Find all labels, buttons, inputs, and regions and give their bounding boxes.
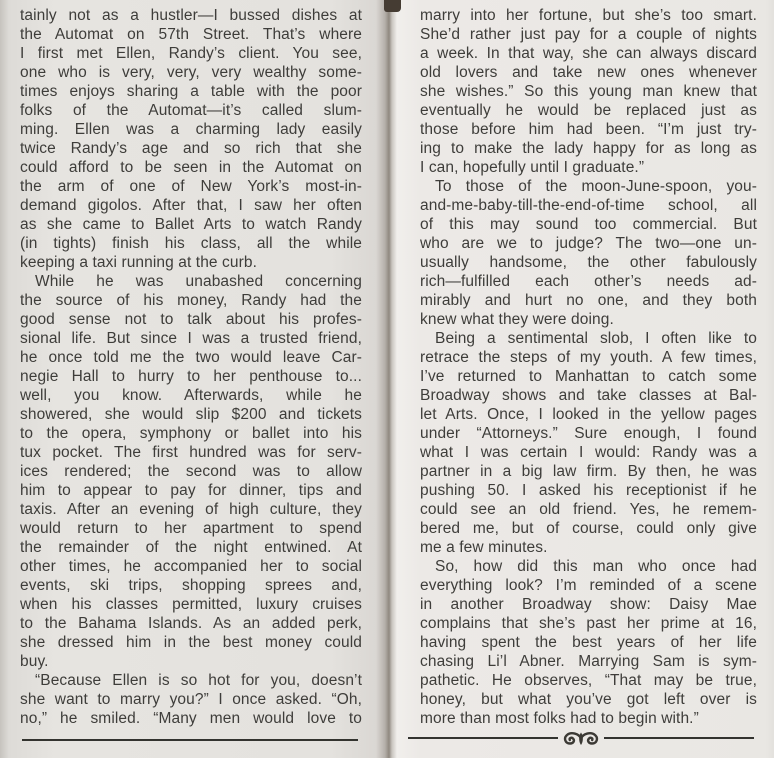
text-line: events, ski trips, shopping sprees and,	[20, 577, 362, 594]
text-line: negie Hall to hurry to her penthouse to...	[20, 368, 362, 385]
right-column-end-rule	[408, 729, 754, 747]
text-line: Being a sentimental slob, I often like to	[435, 330, 757, 347]
text-line: showered, she would slip $200 and tickets	[20, 406, 362, 423]
paragraph	[20, 272, 362, 671]
text-line: good sense not to talk about his profes-	[20, 311, 362, 328]
text-line: those before him had been. “I’m just try-	[420, 121, 757, 138]
text-line: twice Randy’s age and so rich that she	[20, 140, 362, 157]
text-line: he once told me the two would leave Car-	[20, 349, 362, 366]
text-line: ing to make the lady happy for as long as	[420, 140, 757, 157]
text-line: pushing 50. I asked his receptionist if he	[420, 482, 757, 499]
text-line: I first met Ellen, Randy’s client. You see,	[20, 45, 362, 62]
left-column-end-rule	[22, 739, 358, 741]
page-gutter-notch	[384, 0, 401, 12]
text-line: complains that she’s past her prime at 16,	[420, 615, 757, 632]
text-line: the arm of one of New York’s most-in-	[20, 178, 362, 195]
text-line: demand gigolos. After that, I saw her often	[20, 197, 362, 214]
text-line: a week. In that way, she can always discard	[420, 45, 757, 62]
text-line: keeping a taxi running at the curb.	[20, 254, 258, 271]
text-line: retrace the steps of my youth. A few times,	[420, 349, 757, 366]
text-line: under “Attorneys.” Sure enough, I found	[420, 425, 757, 442]
text-line: To those of the moon-June-spoon, you-	[435, 178, 757, 195]
text-line: what I was certain I would: Randy was a	[420, 444, 757, 461]
text-line: when his classes permitted, luxury cruises	[20, 596, 362, 613]
text-line: could see an old friend. Yes, he remem-	[420, 501, 757, 518]
text-line: marry into her fortune, but she’s too smart.	[420, 7, 757, 24]
text-line: buy.	[20, 653, 49, 670]
paragraph	[20, 6, 362, 272]
text-line: other times, he accompanied her to social	[20, 558, 362, 575]
text-line: him to appear to pay for dinner, tips and	[20, 482, 362, 499]
text-line: tux pocket. The first hundred was for serv-	[20, 444, 362, 461]
text-line: eventually he would be replaced just as	[420, 102, 757, 119]
rule-segment	[604, 737, 754, 739]
text-line: “Because Ellen is so hot for you, doesn’t	[35, 672, 362, 689]
text-line: she want to marry you?” I once asked. “Oh,	[20, 691, 362, 708]
text-line: She’d rather just pay for a couple of nights	[420, 26, 757, 43]
text-line: could afford to be seen in the Automat on	[20, 159, 362, 176]
text-line: tainly not as a hustler—I bussed dishes at	[20, 7, 362, 24]
text-line: taxis. After an evening of high culture, they	[20, 501, 362, 518]
text-line: and-me-baby-till-the-end-of-time school, all	[420, 197, 757, 214]
text-line: to the opera, symphony or ballet into his	[20, 425, 362, 442]
paragraph	[420, 557, 757, 728]
text-line: who are we to judge? The two—one un-	[420, 235, 757, 252]
text-line: she dressed him in the best money could	[20, 634, 362, 651]
text-line: in another Broadway show: Daisy Mae	[420, 596, 757, 613]
text-line: times enjoys sharing a table with the poor	[20, 83, 362, 100]
text-line: bered me, but of course, could only give	[420, 520, 757, 537]
paragraph	[420, 329, 757, 557]
text-line: rich—fulfilled each other’s needs ad-	[420, 273, 757, 290]
text-line: ices rendered; the second was to allow	[20, 463, 362, 480]
text-line: of this may sound too commercial. But	[420, 216, 757, 233]
text-line: (in tights) finish his class, all the while	[20, 235, 362, 252]
text-line: would return to her apartment to spend	[20, 520, 362, 537]
text-line: Broadway shows and take classes at Bal-	[420, 387, 757, 404]
rule-segment	[408, 737, 558, 739]
text-line: knew what they were doing.	[420, 311, 614, 328]
text-line: I can, hopefully until I graduate.”	[420, 159, 645, 176]
end-of-article-ornament-icon	[563, 731, 599, 746]
left-text-column	[20, 6, 362, 728]
text-line: as she came to Ballet Arts to watch Randy	[20, 216, 362, 233]
text-line: pathetic. He observes, “That may be true,	[420, 672, 757, 689]
text-line: mirably and hurt no one, and they both	[420, 292, 757, 309]
right-text-column	[420, 6, 757, 728]
paragraph	[20, 671, 362, 728]
text-line: partner in a big law firm. By then, he was	[420, 463, 757, 480]
text-line: folks of the Automat—it’s called slum-	[20, 102, 362, 119]
text-line: the source of his money, Randy had the	[20, 292, 362, 309]
text-line: I’ve returned to Manhattan to catch some	[420, 368, 757, 385]
text-line: the remainder of the night entwined. At	[20, 539, 362, 556]
text-line: she wishes.” So this young man knew that	[420, 83, 757, 100]
text-line: more than most folks had to begin with.”	[420, 710, 699, 727]
text-line: well, you know. Afterwards, while he	[20, 387, 362, 404]
text-line: ming. Ellen was a charming lady easily	[20, 121, 362, 138]
text-line: one who is very, very, very wealthy some-	[20, 64, 362, 81]
text-line: chasing Li’l Abner. Marrying Sam is sym-	[420, 653, 757, 670]
text-line: old lovers and take new ones whenever	[420, 64, 757, 81]
text-line: honey, but what you’ve got left over is	[420, 691, 757, 708]
text-line: So, how did this man who once had	[435, 558, 757, 575]
text-line: the Automat on 57th Street. That’s where	[20, 26, 362, 43]
text-line: usually handsome, the other fabulously	[420, 254, 757, 271]
text-line: let Arts. Once, I looked in the yellow pages	[420, 406, 757, 423]
paragraph	[420, 177, 757, 329]
text-line: having spent the best years of her life	[420, 634, 757, 651]
text-line: me a few minutes.	[420, 539, 548, 556]
text-line: no,” he smiled. “Many men would love to	[20, 710, 362, 727]
text-line: everything look? I’m reminded of a scene	[420, 577, 757, 594]
paragraph	[420, 6, 757, 177]
text-line: sional life. But since I was a trusted friend,	[20, 330, 362, 347]
text-line: to the Bahama Islands. As an added perk,	[20, 615, 362, 632]
text-line: While he was unabashed concerning	[35, 273, 362, 290]
